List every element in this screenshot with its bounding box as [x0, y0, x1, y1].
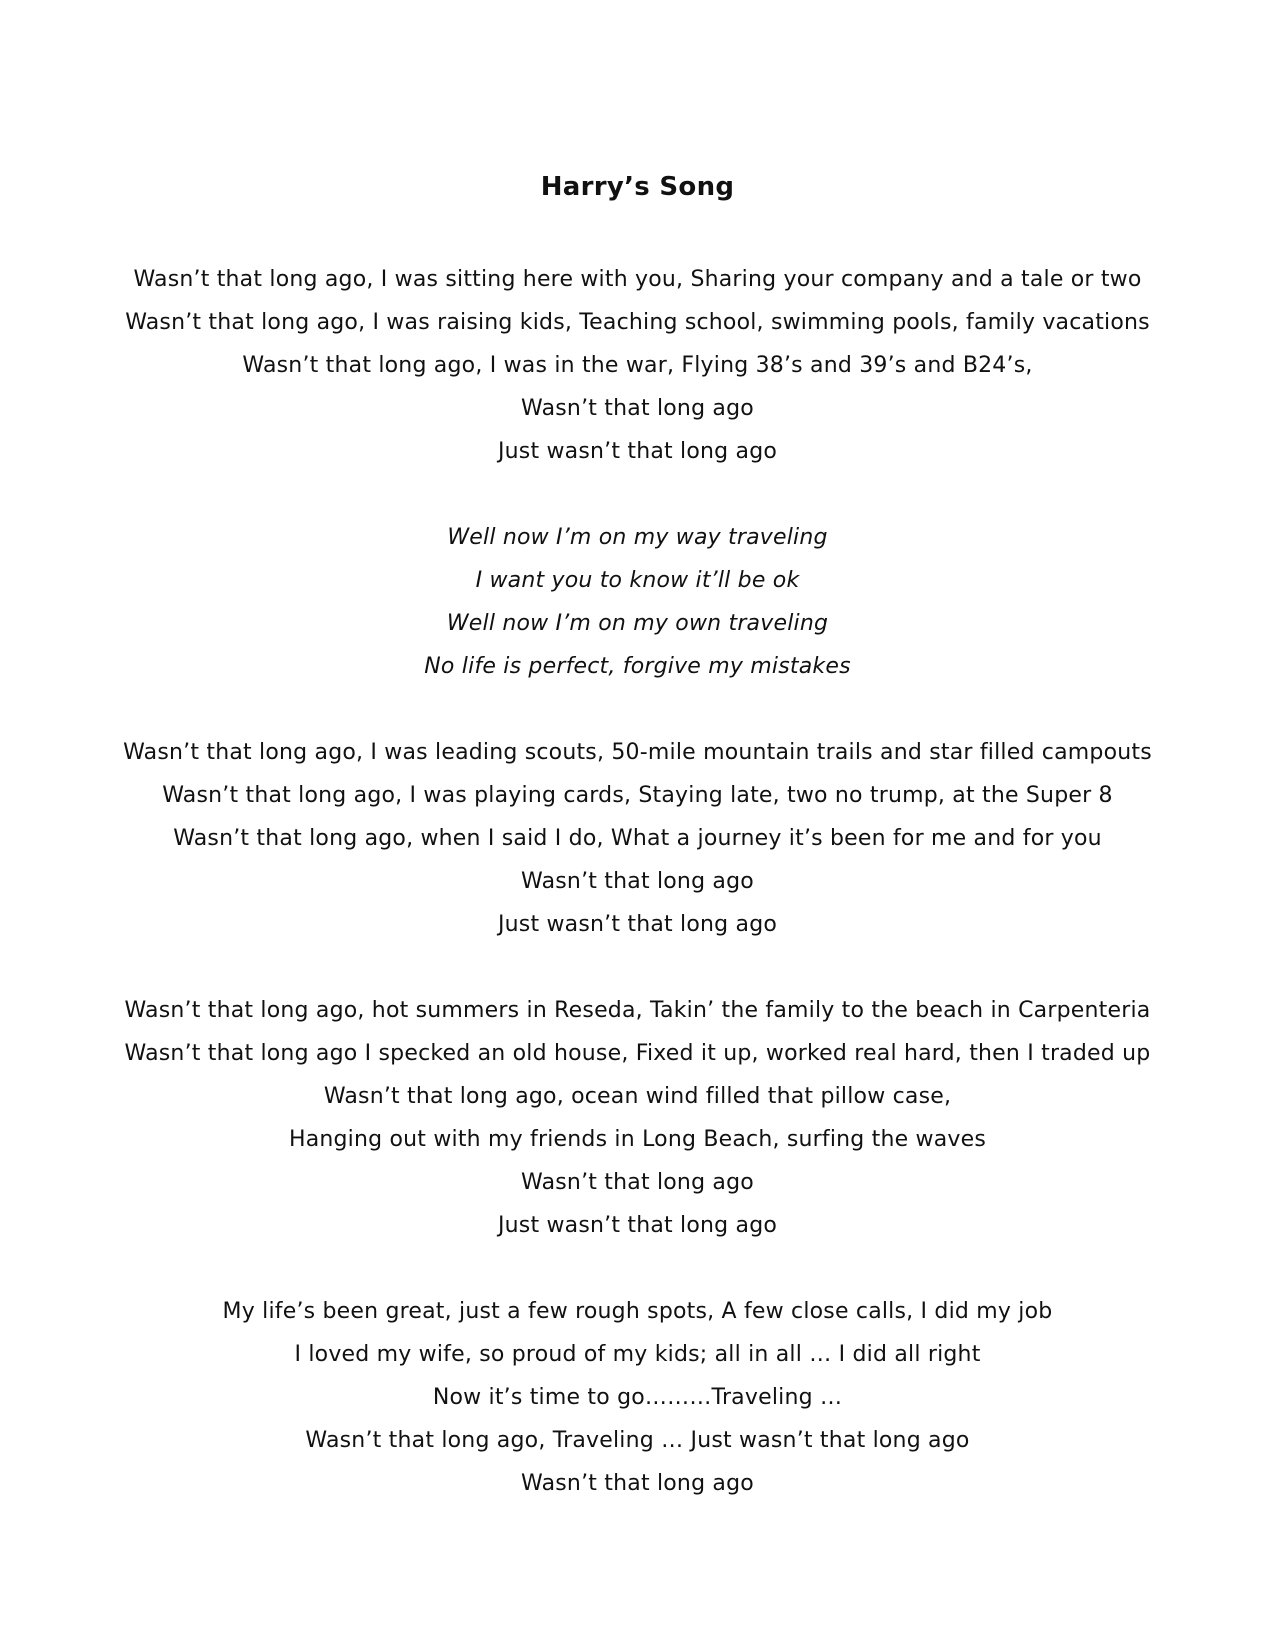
lyric-line: Wasn’t that long ago, when I said I do, What a journey it’s been for me and for you [173, 826, 1102, 851]
lyric-line: Wasn’t that long ago [521, 869, 754, 894]
stanza-verse-1 [0, 258, 1275, 473]
lyric-line: Wasn’t that long ago, hot summers in Reseda, Takin’ the family to the beach in Carpenteria [124, 998, 1151, 1023]
lyric-line: Now it’s time to go………Traveling … [432, 1385, 843, 1410]
lyric-line: Just wasn’t that long ago [497, 912, 778, 937]
lyric-line: Just wasn’t that long ago [497, 1213, 778, 1238]
lyric-line: Wasn’t that long ago, ocean wind filled that pillow case, [323, 1084, 952, 1109]
lyric-line: Well now I’m on my way traveling [447, 525, 828, 550]
lyric-line: Wasn’t that long ago, I was leading scouts, 50-mile mountain trails and star filled campouts [123, 740, 1152, 765]
lyric-line: Wasn’t that long ago [521, 1471, 754, 1496]
lyric-line: Wasn’t that long ago [521, 1170, 754, 1195]
lyric-line: Wasn’t that long ago I specked an old house, Fixed it up, worked real hard, then I traded up [124, 1041, 1151, 1066]
lyric-line: Wasn’t that long ago, I was raising kids, Teaching school, swimming pools, family vacations [125, 310, 1150, 335]
lyric-line: I loved my wife, so proud of my kids; all in all … I did all right [294, 1342, 981, 1367]
lyric-line: Wasn’t that long ago, I was sitting here with you, Sharing your company and a tale or two [133, 267, 1142, 292]
lyric-line: Wasn’t that long ago [521, 396, 754, 421]
song-title: Harry’s Song [540, 172, 735, 202]
stanza-outro [0, 1290, 1275, 1505]
lyric-line: Just wasn’t that long ago [497, 439, 778, 464]
stanza-verse-2 [0, 731, 1275, 946]
lyric-line: Well now I’m on my own traveling [446, 611, 829, 636]
lyric-line: Hanging out with my friends in Long Beach, surfing the waves [288, 1127, 987, 1152]
lyric-line: Wasn’t that long ago, I was playing cards, Staying late, two no trump, at the Super 8 [162, 783, 1113, 808]
lyric-line: Wasn’t that long ago, Traveling … Just wasn’t that long ago [305, 1428, 970, 1453]
lyric-line: I want you to know it’ll be ok [475, 568, 800, 593]
lyric-line: My life’s been great, just a few rough spots, A few close calls, I did my job [222, 1299, 1053, 1324]
stanza-verse-3 [0, 989, 1275, 1247]
lyric-line: Wasn’t that long ago, I was in the war, Flying 38’s and 39’s and B24’s, [242, 353, 1033, 378]
stanza-chorus [0, 516, 1275, 688]
lyric-line: No life is perfect, forgive my mistakes [424, 654, 851, 679]
